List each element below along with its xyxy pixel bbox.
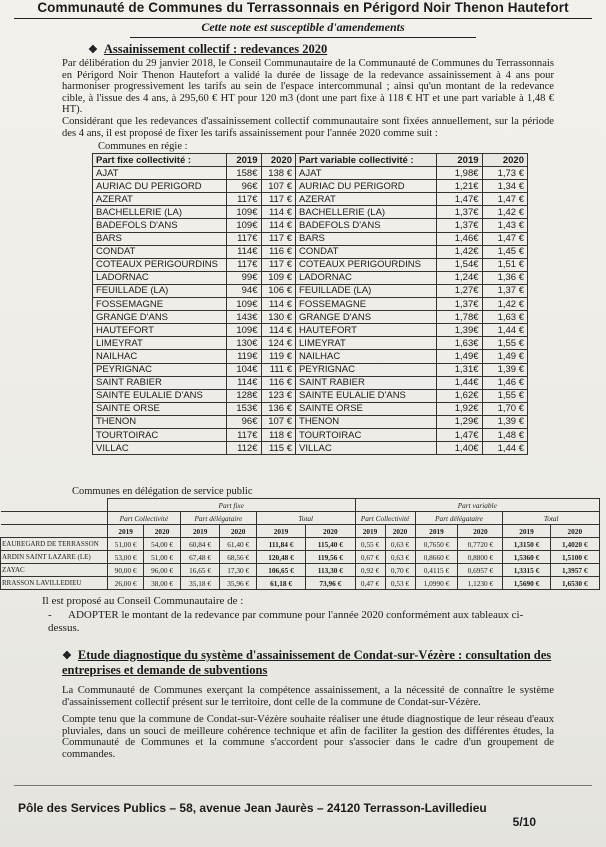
fixed-2019: 128€: [227, 389, 261, 402]
fixed-2019: 94€: [227, 284, 261, 297]
fixed-2019: 117€: [227, 193, 261, 206]
variable-2019: 1,37€: [437, 298, 482, 311]
section1-paragraph-2: Considérant que les redevances d'assainissement collectif communautaire sont fixées annuellement, sur la période des 4 ans, il est proposé de fixer les tarifs assainissement pour l'année 2020 comme suit :: [62, 116, 554, 139]
variable-2019: 1,46€: [437, 232, 482, 245]
regie-table-row: [93, 376, 528, 389]
variable-2019: 1,78€: [437, 311, 482, 324]
deleg-value-cell: 1,5100 €: [550, 551, 599, 564]
deleg-value-cell: 61,18 €: [256, 577, 305, 590]
deleg-year-header: 2019: [355, 525, 385, 538]
regie-table-row: [93, 167, 528, 180]
deleg-group-variable: Part variable: [355, 499, 600, 512]
variable-2019: 1,47€: [437, 193, 482, 206]
deleg-value-cell: 1,4020 €: [550, 538, 599, 551]
commune-name-variable: FEUILLADE (LA): [296, 284, 437, 297]
commune-name-variable: LADORNAC: [296, 271, 437, 284]
deleg-value-cell: 120,48 €: [256, 551, 305, 564]
deleg-table-row: [1, 577, 600, 590]
fixed-2020: 117 €: [261, 232, 296, 245]
variable-2019: 1,42€: [437, 245, 482, 258]
deleg-value-cell: 17,30 €: [220, 564, 256, 577]
regie-table-row: [93, 245, 528, 258]
variable-2020: 1,34 €: [482, 180, 527, 193]
deleg-value-cell: 51,00 €: [144, 551, 180, 564]
regie-header-2020-var: 2020: [482, 154, 527, 167]
fixed-2019: 109€: [227, 298, 261, 311]
deleg-corner-cell-2: [1, 512, 108, 525]
deleg-value-cell: 61,40 €: [220, 538, 256, 551]
commune-name-variable: TOURTOIRAC: [296, 428, 437, 441]
regie-table-row: [93, 206, 528, 219]
fixed-2020: 123 €: [261, 389, 296, 402]
deleg-value-cell: 113,30 €: [306, 564, 355, 577]
deleg-table-row: [1, 538, 600, 551]
fixed-2019: 109€: [227, 219, 261, 232]
deleg-value-cell: 1,0990 €: [415, 577, 458, 590]
commune-name-variable: THENON: [296, 415, 437, 428]
variable-2019: 1,49€: [437, 350, 482, 363]
fixed-2020: 109 €: [261, 271, 296, 284]
deleg-value-cell: 53,00 €: [107, 551, 143, 564]
deleg-corner-cell-3: [1, 525, 108, 538]
fixed-2019: 104€: [227, 363, 261, 376]
variable-2019: 1,92€: [437, 402, 482, 415]
variable-2019: 1,98€: [437, 167, 482, 180]
regie-table-row: [93, 415, 528, 428]
regie-table-row: [93, 402, 528, 415]
commune-name-variable: BARS: [296, 232, 437, 245]
variable-2020: 1,42 €: [482, 206, 527, 219]
deleg-value-cell: 1,5690 €: [503, 577, 550, 590]
deleg-value-cell: 67,48 €: [180, 551, 220, 564]
deleg-value-cell: 16,65 €: [180, 564, 220, 577]
deleg-table-row: [1, 551, 600, 564]
fixed-2019: 158€: [227, 167, 261, 180]
fixed-2019: 99€: [227, 271, 261, 284]
deleg-value-cell: 1,3150 €: [503, 538, 550, 551]
document-header-note: Cette note est susceptible d'amendements: [130, 20, 476, 38]
variable-2019: 1,40€: [437, 442, 482, 455]
regie-header-2020: 2020: [261, 154, 296, 167]
variable-2020: 1,36 €: [482, 271, 527, 284]
regie-table-row: [93, 298, 528, 311]
commune-name-variable: BACHELLERIE (LA): [296, 206, 437, 219]
regie-table-row: [93, 324, 528, 337]
proposal-text: Il est proposé au Conseil Communautaire de :: [42, 595, 244, 607]
deleg-group-fixed: Part fixe: [107, 499, 355, 512]
fixed-2019: 117€: [227, 258, 261, 271]
regie-header-2019: 2019: [227, 154, 261, 167]
fixed-2019: 130€: [227, 337, 261, 350]
deleg-value-cell: 0,7720 €: [458, 538, 503, 551]
deleg-sub-collectivite: Part Collectivité: [107, 512, 180, 525]
variable-2019: 1,63€: [437, 337, 482, 350]
variable-2019: 1,54€: [437, 258, 482, 271]
commune-name: HAUTEFORT: [93, 324, 227, 337]
fixed-2019: 153€: [227, 402, 261, 415]
deleg-value-cell: 60,84 €: [180, 538, 220, 551]
variable-2020: 1,39 €: [482, 415, 527, 428]
variable-2019: 1,27€: [437, 284, 482, 297]
deleg-commune-name: EAUREGARD DE TERRASSON: [1, 538, 108, 551]
deleg-value-cell: 1,5360 €: [503, 551, 550, 564]
delegation-tariff-table: [0, 498, 600, 590]
commune-name: GRANGE D'ANS: [93, 311, 227, 324]
deleg-year-header: 2019: [256, 525, 305, 538]
fixed-2020: 136 €: [261, 402, 296, 415]
deleg-value-cell: 35,96 €: [220, 577, 256, 590]
deleg-sub-delegataire: Part délégataire: [180, 512, 256, 525]
deleg-value-cell: 0,55 €: [355, 538, 385, 551]
deleg-year-header: 2020: [458, 525, 503, 538]
footer-divider: [14, 785, 592, 786]
variable-2019: 1,37€: [437, 219, 482, 232]
regie-table-body: [93, 167, 528, 455]
fixed-2020: 114 €: [261, 219, 296, 232]
fixed-2020: 117 €: [261, 258, 296, 271]
fixed-2019: 143€: [227, 311, 261, 324]
fixed-2020: 106 €: [261, 284, 296, 297]
commune-name-variable: NAILHAC: [296, 350, 437, 363]
fixed-2019: 117€: [227, 428, 261, 441]
deleg-commune-name: ARDIN SAINT LAZARE (LE): [1, 551, 108, 564]
commune-name: BARS: [93, 232, 227, 245]
regie-tariff-table: [92, 153, 528, 455]
deleg-commune-name: RRASSON LAVILLEDIEU: [1, 577, 108, 590]
commune-name-variable: AJAT: [296, 167, 437, 180]
fixed-2019: 109€: [227, 324, 261, 337]
variable-2020: 1,47 €: [482, 232, 527, 245]
adopt-dash: -: [48, 609, 52, 621]
deleg-value-cell: 26,00 €: [107, 577, 143, 590]
commune-name-variable: CONDAT: [296, 245, 437, 258]
deleg-sub-delegataire-var: Part délégataire: [415, 512, 503, 525]
variable-2020: 1,51 €: [482, 258, 527, 271]
regie-label: Communes en régie :: [98, 141, 188, 152]
variable-2019: 1,37€: [437, 206, 482, 219]
deleg-sub-total-var: Total: [503, 512, 600, 525]
page-number: 5/10: [512, 815, 536, 829]
fixed-2020: 114 €: [261, 324, 296, 337]
deleg-label: Communes en délégation de service public: [72, 486, 253, 497]
fixed-2020: 138 €: [261, 167, 296, 180]
fixed-2019: 112€: [227, 442, 261, 455]
section2-title: Etude diagnostique du système d'assainissement de Condat-sur-Vézère : consultation des entreprises et demande de subventions: [62, 648, 552, 677]
deleg-year-header: 2019: [503, 525, 550, 538]
regie-table-row: [93, 180, 528, 193]
commune-name: FEUILLADE (LA): [93, 284, 227, 297]
deleg-year-header: 2019: [180, 525, 220, 538]
commune-name: AURIAC DU PERIGORD: [93, 180, 227, 193]
variable-2020: 1,39 €: [482, 363, 527, 376]
fixed-2019: 96€: [227, 180, 261, 193]
variable-2020: 1,49 €: [482, 350, 527, 363]
fixed-2020: 107 €: [261, 415, 296, 428]
regie-table-row: [93, 193, 528, 206]
deleg-value-cell: 68,56 €: [220, 551, 256, 564]
fixed-2020: 111 €: [261, 363, 296, 376]
regie-header-fixed: Part fixe collectivité :: [93, 154, 227, 167]
variable-2020: 1,46 €: [482, 376, 527, 389]
deleg-value-cell: 111,84 €: [256, 538, 305, 551]
variable-2019: 1,62€: [437, 389, 482, 402]
commune-name: LIMEYRAT: [93, 337, 227, 350]
commune-name-variable: SAINT RABIER: [296, 376, 437, 389]
deleg-value-cell: 35,18 €: [180, 577, 220, 590]
fixed-2020: 130 €: [261, 311, 296, 324]
commune-name: FOSSEMAGNE: [93, 298, 227, 311]
variable-2020: 1,55 €: [482, 389, 527, 402]
deleg-value-cell: 0,70 €: [385, 564, 415, 577]
deleg-value-cell: 0,47 €: [355, 577, 385, 590]
commune-name-variable: PEYRIGNAC: [296, 363, 437, 376]
regie-table-row: [93, 232, 528, 245]
deleg-value-cell: 0,53 €: [385, 577, 415, 590]
fixed-2020: 119 €: [261, 350, 296, 363]
fixed-2020: 117 €: [261, 193, 296, 206]
regie-table-row: [93, 337, 528, 350]
section1-paragraph-1: Par délibération du 29 janvier 2018, le Conseil Communautaire de la Communauté de Communes du Terrassonnais en Périgord Noir Thenon Hautefort a validé la durée de lissage de la redevance assainissement à 4 ans pour harmoniser progressivement les tarifs au sein de l'espace intercommunal ; ainsi qu'un montant de la redevance cible, à l'issue des 4 ans, à 295,60 € HT pour 120 m3 (dont une part fixe à 118 € HT et une part variable à 1,48 € HT).: [62, 58, 554, 116]
fixed-2019: 119€: [227, 350, 261, 363]
fixed-2020: 116 €: [261, 376, 296, 389]
deleg-value-cell: 73,96 €: [306, 577, 355, 590]
regie-table-row: [93, 350, 528, 363]
commune-name-variable: LIMEYRAT: [296, 337, 437, 350]
commune-name-variable: AURIAC DU PERIGORD: [296, 180, 437, 193]
section2-heading: [62, 648, 562, 677]
deleg-value-cell: 90,00 €: [107, 564, 143, 577]
commune-name-variable: HAUTEFORT: [296, 324, 437, 337]
variable-2019: 1,31€: [437, 363, 482, 376]
deleg-value-cell: 0,8800 €: [458, 551, 503, 564]
variable-2019: 1,24€: [437, 271, 482, 284]
fixed-2019: 114€: [227, 245, 261, 258]
fixed-2020: 114 €: [261, 298, 296, 311]
commune-name: THENON: [93, 415, 227, 428]
section1-heading: [88, 42, 327, 57]
deleg-value-cell: 54,00 €: [144, 538, 180, 551]
deleg-sub-header-row: [1, 512, 600, 525]
deleg-value-cell: 0,67 €: [355, 551, 385, 564]
deleg-value-cell: 106,65 €: [256, 564, 305, 577]
commune-name: SAINT RABIER: [93, 376, 227, 389]
commune-name: LADORNAC: [93, 271, 227, 284]
deleg-value-cell: 0,63 €: [385, 538, 415, 551]
fixed-2020: 124 €: [261, 337, 296, 350]
deleg-value-cell: 0,4115 €: [415, 564, 458, 577]
deleg-value-cell: 0,8660 €: [415, 551, 458, 564]
deleg-sub-total: Total: [256, 512, 355, 525]
deleg-value-cell: 38,00 €: [144, 577, 180, 590]
deleg-value-cell: 0,7650 €: [415, 538, 458, 551]
variable-2020: 1,47 €: [482, 193, 527, 206]
deleg-value-cell: 0,92 €: [355, 564, 385, 577]
commune-name: BACHELLERIE (LA): [93, 206, 227, 219]
commune-name: AJAT: [93, 167, 227, 180]
variable-2020: 1,48 €: [482, 428, 527, 441]
deleg-table-body: [1, 538, 600, 590]
deleg-year-header: 2019: [415, 525, 458, 538]
regie-header-variable: Part variable collectivité :: [296, 154, 437, 167]
regie-table-row: [93, 284, 528, 297]
deleg-value-cell: 96,00 €: [144, 564, 180, 577]
fixed-2019: 109€: [227, 206, 261, 219]
commune-name: VILLAC: [93, 442, 227, 455]
adopt-item: [48, 609, 548, 635]
commune-name: AZERAT: [93, 193, 227, 206]
adopt-text: ADOPTER le montant de la redevance par commune pour l'année 2020 conformément aux tableaux ci-dessus.: [48, 609, 524, 634]
commune-name-variable: AZERAT: [296, 193, 437, 206]
regie-table-row: [93, 271, 528, 284]
variable-2019: 1,29€: [437, 415, 482, 428]
regie-table-row: [93, 428, 528, 441]
variable-2019: 1,21€: [437, 180, 482, 193]
fixed-2020: 115 €: [261, 442, 296, 455]
deleg-year-header: 2020: [144, 525, 180, 538]
deleg-value-cell: 119,56 €: [306, 551, 355, 564]
deleg-year-header: 2020: [306, 525, 355, 538]
fixed-2019: 96€: [227, 415, 261, 428]
variable-2020: 1,44 €: [482, 442, 527, 455]
commune-name: TOURTOIRAC: [93, 428, 227, 441]
commune-name: BADEFOLS D'ANS: [93, 219, 227, 232]
deleg-value-cell: 1,3957 €: [550, 564, 599, 577]
regie-table-row: [93, 363, 528, 376]
deleg-value-cell: 1,1230 €: [458, 577, 503, 590]
document-header-title: Communauté de Communes du Terrassonnais en Périgord Noir Thenon Hautefort: [14, 0, 592, 19]
deleg-table-row: [1, 564, 600, 577]
commune-name-variable: SAINTE ORSE: [296, 402, 437, 415]
commune-name-variable: GRANGE D'ANS: [296, 311, 437, 324]
variable-2020: 1,37 €: [482, 284, 527, 297]
deleg-year-header-row: [1, 525, 600, 538]
commune-name: NAILHAC: [93, 350, 227, 363]
fixed-2019: 114€: [227, 376, 261, 389]
deleg-value-cell: 1,3315 €: [503, 564, 550, 577]
regie-table-row: [93, 442, 528, 455]
variable-2020: 1,42 €: [482, 298, 527, 311]
deleg-year-header: 2020: [220, 525, 256, 538]
commune-name-variable: VILLAC: [296, 442, 437, 455]
commune-name: SAINTE EULALIE D'ANS: [93, 389, 227, 402]
regie-table-row: [93, 258, 528, 271]
regie-table-row: [93, 389, 528, 402]
commune-name-variable: BADEFOLS D'ANS: [296, 219, 437, 232]
commune-name-variable: COTEAUX PERIGOURDINS: [296, 258, 437, 271]
section1-title: Assainissement collectif : redevances 2020: [103, 42, 328, 56]
variable-2020: 1,43 €: [482, 219, 527, 232]
diamond-bullet-icon: ❖: [62, 650, 72, 662]
section2-paragraph-1: La Communauté de Communes exerçant la compétence assainissement, a la nécessité de connaître le système d'assainissement collectif présent sur le territoire, dont celle de la commune de Condat-sur-Vézère.: [62, 685, 554, 708]
commune-name: PEYRIGNAC: [93, 363, 227, 376]
fixed-2020: 116 €: [261, 245, 296, 258]
regie-header-row: [93, 154, 528, 167]
deleg-year-header: 2019: [107, 525, 143, 538]
variable-2019: 1,39€: [437, 324, 482, 337]
section2-paragraph-2: Compte tenu que la commune de Condat-sur-Vézère souhaite réaliser une étude diagnostique de leur réseau d'eaux pluviales, dans un souci de meilleure cohérence technique et afin de faciliter la gestion des différentes études, la Communauté de Communes et la commune s'accordent pour s'associer dans le cadre d'un groupement de commandes.: [62, 714, 554, 760]
variable-2020: 1,70 €: [482, 402, 527, 415]
variable-2020: 1,44 €: [482, 324, 527, 337]
fixed-2020: 114 €: [261, 206, 296, 219]
variable-2020: 1,55 €: [482, 337, 527, 350]
regie-table-row: [93, 219, 528, 232]
commune-name-variable: SAINTE EULALIE D'ANS: [296, 389, 437, 402]
diamond-bullet-icon: ❖: [88, 44, 98, 56]
variable-2020: 1,63 €: [482, 311, 527, 324]
regie-header-2019-var: 2019: [437, 154, 482, 167]
deleg-sub-collectivite-var: Part Collectivité: [355, 512, 415, 525]
commune-name: CONDAT: [93, 245, 227, 258]
deleg-value-cell: 0,63 €: [385, 551, 415, 564]
deleg-value-cell: 51,00 €: [107, 538, 143, 551]
commune-name-variable: FOSSEMAGNE: [296, 298, 437, 311]
deleg-value-cell: 0,6957 €: [458, 564, 503, 577]
commune-name: SAINTE ORSE: [93, 402, 227, 415]
deleg-year-header: 2020: [385, 525, 415, 538]
deleg-year-header: 2020: [550, 525, 599, 538]
fixed-2020: 107 €: [261, 180, 296, 193]
deleg-group-header-row: [1, 499, 600, 512]
deleg-value-cell: 1,6530 €: [550, 577, 599, 590]
commune-name: COTEAUX PERIGOURDINS: [93, 258, 227, 271]
deleg-commune-name: ZAYAC: [1, 564, 108, 577]
fixed-2019: 117€: [227, 232, 261, 245]
variable-2020: 1,45 €: [482, 245, 527, 258]
variable-2019: 1,47€: [437, 428, 482, 441]
regie-table-row: [93, 311, 528, 324]
deleg-corner-cell: [1, 499, 108, 512]
fixed-2020: 118 €: [261, 428, 296, 441]
deleg-value-cell: 115,40 €: [306, 538, 355, 551]
variable-2020: 1,73 €: [482, 167, 527, 180]
footer-address: Pôle des Services Publics – 58, avenue Jean Jaurès – 24120 Terrasson-Lavilledieu: [18, 801, 487, 815]
variable-2019: 1,44€: [437, 376, 482, 389]
